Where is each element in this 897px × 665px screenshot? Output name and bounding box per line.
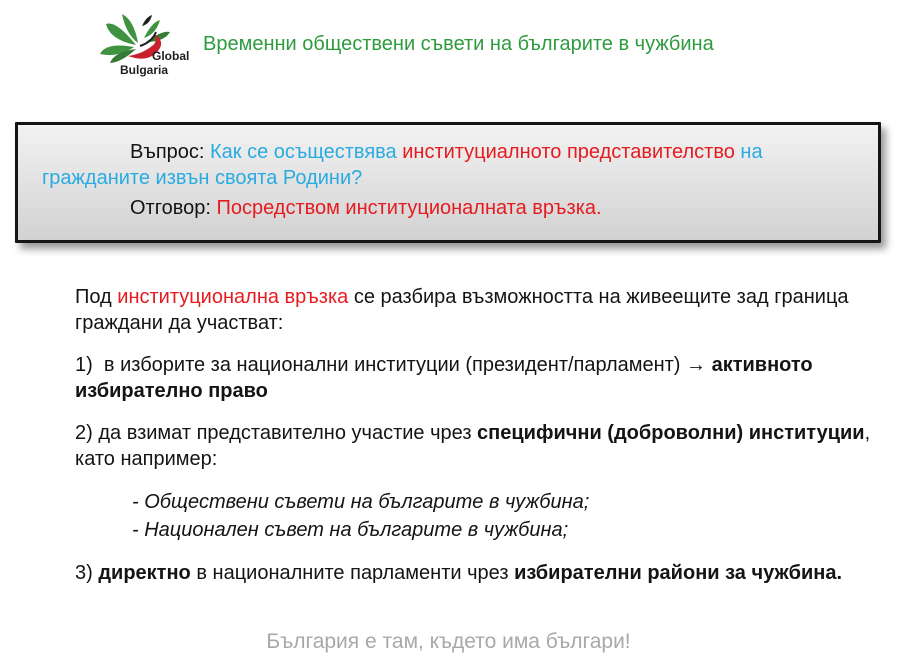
- text-line: [75, 378, 877, 404]
- text-segment: гражданите извън своята Родини?: [42, 167, 363, 189]
- text-segment: → активното: [686, 354, 813, 376]
- text-segment: специфични (доброволни) институции: [477, 422, 865, 444]
- intro-paragraph: [75, 284, 877, 336]
- text-segment: се разбира възможността на живеещите зад граница: [353, 286, 849, 308]
- body-text: [75, 284, 877, 602]
- text-line: [75, 352, 877, 378]
- text-segment: 3): [75, 562, 99, 584]
- text-segment: - Обществени съвети на българите в чужбина;: [132, 491, 590, 513]
- answer-paragraph: [42, 195, 854, 221]
- text-line: [75, 284, 877, 310]
- logo-text-bulgaria: Bulgaria: [120, 63, 169, 77]
- text-line: [42, 195, 854, 221]
- text-line: [42, 165, 854, 191]
- text-line: [75, 310, 877, 336]
- text-segment: институционална връзка: [117, 286, 354, 308]
- logo-text-global: Global: [152, 49, 190, 63]
- text-line: [42, 139, 854, 165]
- text-segment: като например:: [75, 448, 218, 470]
- question-answer-box: [15, 122, 881, 243]
- text-segment: избирателни райони за чужбина.: [514, 562, 843, 584]
- text-segment: ,: [864, 422, 871, 444]
- text-segment: 1) в изборите за национални институции (президент/парламент): [75, 354, 687, 376]
- text-segment: Въпрос:: [130, 141, 211, 163]
- sub-items: [75, 488, 877, 544]
- item-1: [75, 352, 877, 404]
- text-line: [75, 560, 877, 586]
- text-segment: Под: [75, 286, 118, 308]
- text-segment: институциалното представителство: [402, 141, 741, 163]
- text-segment: Посредством институционалната връзка.: [216, 197, 602, 219]
- text-segment: Отговор:: [130, 197, 217, 219]
- text-segment: в националните парламенти чрез: [190, 562, 515, 584]
- text-segment: избирателно право: [75, 380, 268, 402]
- text-segment: Как се осъществява: [210, 141, 403, 163]
- text-segment: граждани да участват:: [75, 312, 284, 334]
- text-line: [75, 446, 877, 472]
- slogan-footer: България е там, където има българи!: [266, 630, 631, 653]
- text-segment: директно: [98, 562, 191, 584]
- text-line: [132, 516, 877, 544]
- item-2: [75, 420, 877, 472]
- text-line: [132, 488, 877, 516]
- slide-title: Временни обществени съвети на българите в чужбина: [203, 33, 714, 55]
- item-3: [75, 560, 877, 586]
- global-bulgaria-logo-icon: [94, 12, 206, 84]
- text-segment: на: [740, 141, 763, 163]
- text-segment: 2) да взимат представително участие чрез: [75, 422, 478, 444]
- text-line: [75, 420, 877, 446]
- question-paragraph: [42, 139, 854, 191]
- text-segment: - Национален съвет на българите в чужбина;: [132, 519, 569, 541]
